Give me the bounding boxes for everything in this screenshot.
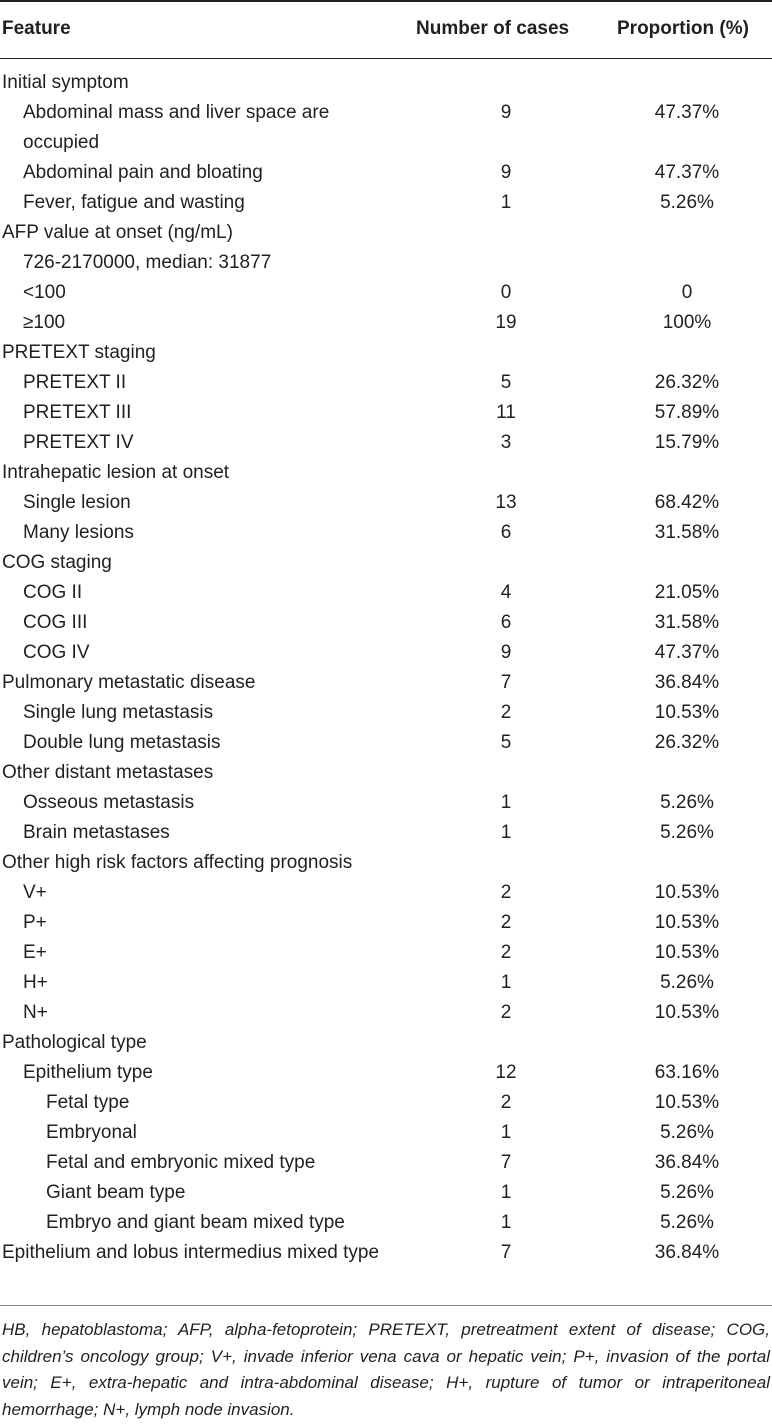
row-number-of-cases: 13 [495, 492, 517, 513]
row-proportion: 5.26% [660, 972, 714, 993]
table-row [0, 968, 772, 998]
row-feature: COG III [23, 612, 88, 633]
row-proportion: 47.37% [654, 162, 720, 183]
row-number-of-cases: 7 [500, 1152, 512, 1173]
table-row [0, 218, 772, 248]
row-number-of-cases: 19 [495, 312, 517, 333]
table-row [0, 548, 772, 578]
row-number-of-cases: 1 [500, 792, 512, 813]
row-feature: E+ [23, 942, 47, 963]
table-row [0, 578, 772, 608]
table-row [0, 308, 772, 338]
table-row [0, 1088, 772, 1118]
table-row [0, 638, 772, 668]
row-proportion: 15.79% [654, 432, 720, 453]
row-number-of-cases: 2 [500, 1092, 512, 1113]
row-number-of-cases: 6 [500, 522, 512, 543]
row-feature: Embryonal [46, 1122, 137, 1143]
row-feature: Other high risk factors affecting prognosis [2, 852, 353, 873]
row-number-of-cases: 1 [500, 1212, 512, 1233]
row-proportion: 10.53% [654, 1092, 720, 1113]
row-number-of-cases: 12 [495, 1062, 517, 1083]
row-feature: Osseous metastasis [23, 792, 195, 813]
row-number-of-cases: 1 [500, 1122, 512, 1143]
table-row [0, 98, 772, 158]
row-feature: H+ [23, 972, 48, 993]
row-proportion: 10.53% [654, 912, 720, 933]
row-number-of-cases: 2 [500, 912, 512, 933]
table-row [0, 1028, 772, 1058]
row-number-of-cases: 11 [496, 402, 516, 423]
row-proportion: 100% [662, 312, 712, 333]
row-feature: COG II [23, 582, 83, 603]
row-feature: PRETEXT II [23, 372, 127, 393]
header-number-of-cases: Number of cases [416, 18, 570, 39]
row-feature: Single lung metastasis [23, 702, 214, 723]
row-proportion: 5.26% [660, 1212, 714, 1233]
table-row [0, 728, 772, 758]
row-number-of-cases: 2 [500, 1002, 512, 1023]
row-proportion: 5.26% [660, 1122, 714, 1143]
table-row [0, 278, 772, 308]
table-row [0, 698, 772, 728]
table-row [0, 1118, 772, 1148]
row-feature: PRETEXT III [23, 402, 132, 423]
header-feature: Feature [2, 18, 71, 39]
table-row [0, 338, 772, 368]
table-row [0, 848, 772, 878]
row-proportion: 5.26% [660, 822, 714, 843]
header-rule [0, 58, 772, 59]
table-row [0, 158, 772, 188]
row-proportion: 57.89% [654, 402, 720, 423]
table-row [0, 938, 772, 968]
row-feature: Epithelium and lobus intermedius mixed type [2, 1242, 380, 1263]
row-feature: <100 [23, 282, 66, 303]
table-row [0, 878, 772, 908]
row-feature: ≥100 [23, 312, 66, 333]
row-proportion: 47.37% [654, 642, 720, 663]
table-row [0, 908, 772, 938]
bottom-rule [0, 1305, 772, 1306]
table-row [0, 1148, 772, 1178]
row-proportion: 5.26% [660, 192, 714, 213]
row-proportion: 47.37% [654, 102, 720, 123]
row-number-of-cases: 7 [500, 1242, 512, 1263]
row-number-of-cases: 2 [500, 942, 512, 963]
row-proportion: 63.16% [654, 1062, 720, 1083]
row-proportion: 36.84% [654, 1152, 720, 1173]
table-row [0, 428, 772, 458]
row-feature: PRETEXT staging [2, 342, 156, 363]
row-feature: P+ [23, 912, 47, 933]
row-number-of-cases: 9 [500, 162, 512, 183]
row-feature: Pathological type [2, 1032, 147, 1053]
row-proportion: 31.58% [654, 522, 720, 543]
table-header [0, 0, 772, 58]
row-feature: Brain metastases [23, 822, 170, 843]
row-feature: Initial symptom [2, 72, 129, 93]
table-row [0, 368, 772, 398]
row-feature: Other distant metastases [2, 762, 214, 783]
table-row [0, 1178, 772, 1208]
row-proportion: 0 [681, 282, 693, 303]
table-row [0, 518, 772, 548]
row-feature: COG staging [2, 552, 112, 573]
table-row [0, 68, 772, 98]
row-proportion: 21.05% [654, 582, 720, 603]
row-proportion: 36.84% [654, 672, 720, 693]
row-number-of-cases: 5 [500, 732, 512, 753]
table-row [0, 488, 772, 518]
row-number-of-cases: 2 [500, 702, 512, 723]
row-proportion: 31.58% [654, 612, 720, 633]
row-feature: Giant beam type [46, 1182, 186, 1203]
row-feature: Epithelium type [23, 1062, 153, 1083]
row-number-of-cases: 1 [500, 972, 512, 993]
row-number-of-cases: 2 [500, 882, 512, 903]
row-number-of-cases: 7 [500, 672, 512, 693]
row-number-of-cases: 5 [500, 372, 512, 393]
row-number-of-cases: 6 [500, 612, 512, 633]
row-proportion: 10.53% [654, 882, 720, 903]
row-feature: Double lung metastasis [23, 732, 221, 753]
row-number-of-cases: 1 [500, 822, 512, 843]
row-proportion: 10.53% [654, 702, 720, 723]
row-number-of-cases: 9 [500, 102, 512, 123]
row-proportion: 26.32% [654, 372, 720, 393]
table-row [0, 458, 772, 488]
row-number-of-cases: 9 [500, 642, 512, 663]
row-proportion: 5.26% [660, 1182, 714, 1203]
row-proportion: 68.42% [654, 492, 720, 513]
row-feature: V+ [23, 882, 47, 903]
row-number-of-cases: 0 [500, 282, 512, 303]
row-feature: Embryo and giant beam mixed type [46, 1212, 345, 1233]
row-feature: COG IV [23, 642, 90, 663]
table-row [0, 1058, 772, 1088]
table-row [0, 1238, 772, 1298]
table-body [0, 68, 772, 1298]
table-row [0, 188, 772, 218]
row-feature: Abdominal pain and bloating [23, 162, 263, 183]
row-feature: Pulmonary metastatic disease [2, 672, 256, 693]
row-feature: PRETEXT IV [23, 432, 134, 453]
row-proportion: 5.26% [660, 792, 714, 813]
row-feature: Fever, fatigue and wasting [23, 192, 245, 213]
table-row [0, 398, 772, 428]
row-proportion: 36.84% [654, 1242, 720, 1263]
table-row [0, 668, 772, 698]
row-feature: N+ [23, 1002, 48, 1023]
row-feature: Fetal and embryonic mixed type [46, 1152, 316, 1173]
row-proportion: 10.53% [654, 942, 720, 963]
header-proportion: Proportion (%) [617, 18, 749, 39]
table-row [0, 998, 772, 1028]
table-row [0, 818, 772, 848]
row-feature: Fetal type [46, 1092, 130, 1113]
table-footnote: HB, hepatoblastoma; AFP, alpha-fetoprotein; PRETEXT, pretreatment extent of disease; COG, children’s oncology group; V+, invade inferior vena cava or hepatic vein; P+, invasion of the portal vein; E+, extra-hepatic and intra-abdominal disease; H+, rupture of tumor or intraperitoneal hemorrhage; N+, lymph node invasion. [2, 1320, 770, 1419]
row-feature: 726-2170000, median: 31877 [23, 252, 272, 273]
row-feature: Many lesions [23, 522, 134, 543]
row-number-of-cases: 1 [500, 1182, 512, 1203]
table-row [0, 608, 772, 638]
row-number-of-cases: 1 [500, 192, 512, 213]
row-number-of-cases: 3 [500, 432, 512, 453]
row-feature: Intrahepatic lesion at onset [2, 462, 230, 483]
row-feature: Abdominal mass and liver space are occupied [23, 102, 330, 153]
table-row [0, 248, 772, 278]
row-number-of-cases: 4 [500, 582, 512, 603]
row-feature: Single lesion [23, 492, 131, 513]
table-row [0, 788, 772, 818]
table-row [0, 1208, 772, 1238]
row-proportion: 10.53% [654, 1002, 720, 1023]
table-row [0, 758, 772, 788]
row-feature: AFP value at onset (ng/mL) [2, 222, 233, 243]
row-proportion: 26.32% [654, 732, 720, 753]
